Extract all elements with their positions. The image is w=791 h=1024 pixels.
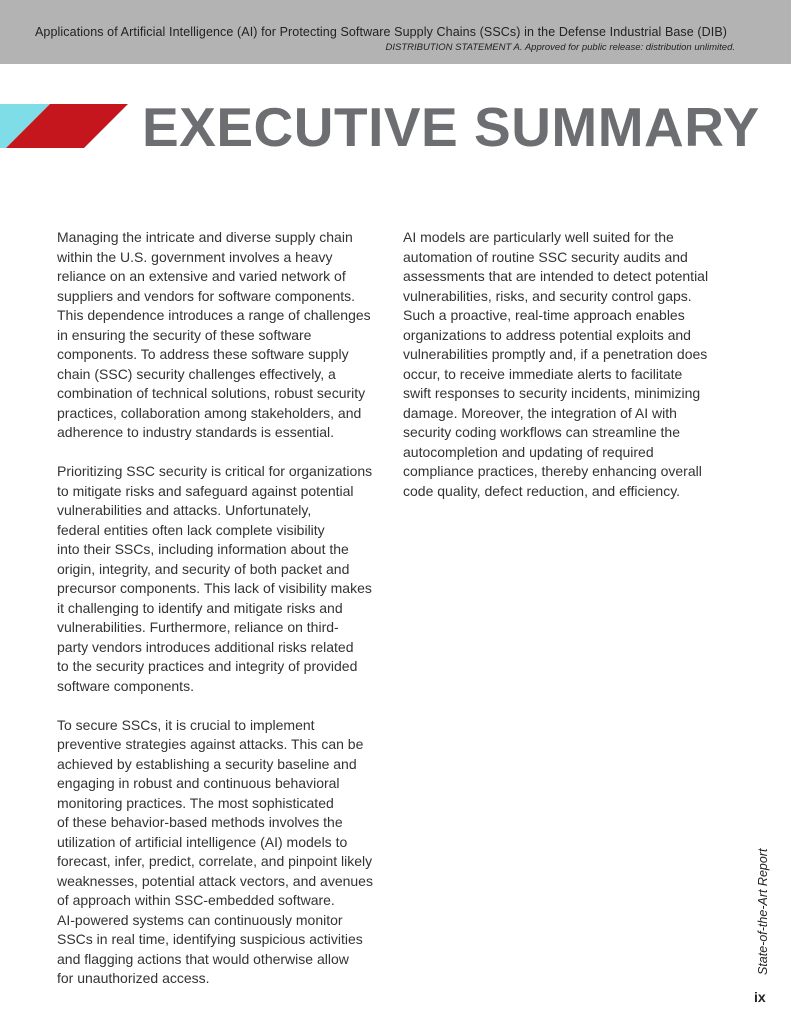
section-banner-graphic <box>0 104 140 148</box>
right-column <box>403 228 738 521</box>
left-column <box>57 228 393 1008</box>
distribution-statement: DISTRIBUTION STATEMENT A. Approved for public release: distribution unlimited. <box>385 42 735 53</box>
paragraph: To secure SSCs, it is crucial to implement preventive strategies against attacks. This can be achieved by establishing a security baseline and engaging in robust and continuous behavioral monitoring practices. The most sophisticated of these behavior-based methods involves the utilization of artificial intelligence (AI) models to forecast, infer, predict, correlate, and pinpoint likely weaknesses, potential attack vectors, and avenues of approach within SSC-embedded software. AI-powered systems can continuously monitor SSCs in real time, identifying suspicious activities and flagging actions that would otherwise allow for unauthorized access. <box>57 716 373 986</box>
section-title: EXECUTIVE SUMMARY <box>142 96 760 158</box>
paragraph: Prioritizing SSC security is critical for organizations to mitigate risks and safeguard against potential vulnerabilities and attacks. Unfortunately, federal entities often lack complete visibility into their SSCs, including information about the origin, integrity, and security of both packet and precursor components. This lack of visibility makes it challenging to identify and mitigate risks and vulnerabilities. Furthermore, reliance on third- party vendors introduces additional risks related to the security practices and integrity of provided software components. <box>57 463 373 694</box>
paragraph: AI models are particularly well suited for the automation of routine SSC security audits and assessments that are intended to detect potential vulnerabilities, risks, and security control gaps. Such a proactive, real-time approach enables organizations to address potential exploits and vulnerabilities promptly and, if a penetration does occur, to receive immediate alerts to facilitate swift responses to security incidents, minimizing damage. Moreover, the integration of AI with security coding workflows can streamline the autocompletion and updating of required compliance practices, thereby enhancing overall code quality, defect reduction, and efficiency. <box>403 229 709 499</box>
side-report-label: State-of-the-Art Report <box>756 848 770 975</box>
page-number: ix <box>754 989 766 1005</box>
page-header <box>0 0 791 64</box>
paragraph: Managing the intricate and diverse supply chain within the U.S. government involves a heavy reliance on an extensive and varied network of suppliers and vendors for software components. This dependence introduces a range of challenges in ensuring the security of these software components. To address these software supply chain (SSC) security challenges effectively, a combination of technical solutions, robust security practices, collaboration among stakeholders, and adherence to industry standards is essential. <box>57 229 371 440</box>
report-title: Applications of Artificial Intelligence (AI) for Protecting Software Supply Chains (SSCs) in the Defense Industrial Base (DIB) <box>35 25 728 39</box>
